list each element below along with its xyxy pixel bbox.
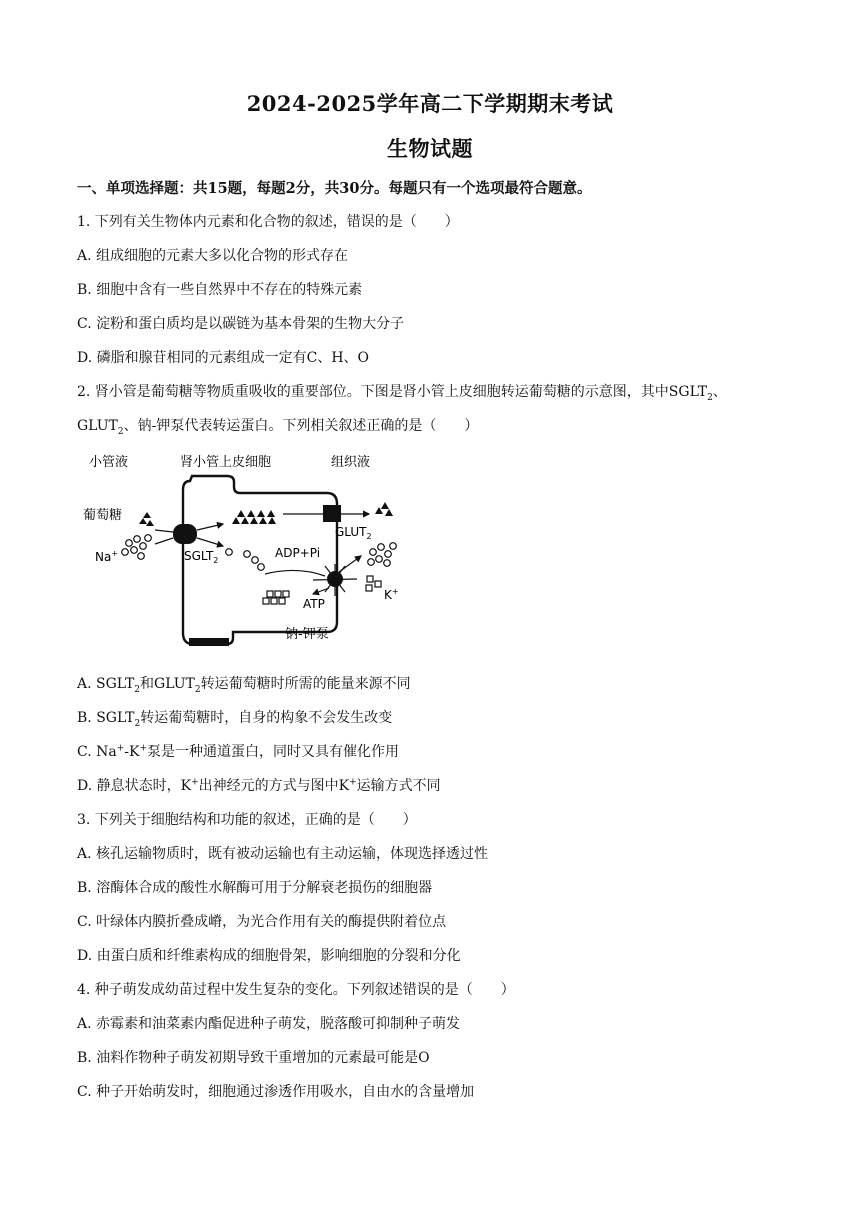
glucose-triangle <box>143 512 151 518</box>
sglt2-transporter <box>173 524 197 544</box>
q2-stem-line2: $GLUT_2$、钠-钾泵代表转运蛋白。下列相关叙述正确的是（ ） <box>77 418 479 437</box>
q2-option-a: A. $SGLT_2$和$GLUT_2$转运葡萄糖时所需的能量来源不同 <box>77 676 411 695</box>
sodium-ion <box>244 551 251 558</box>
glucose-triangle <box>237 510 245 517</box>
kidney-tubule-diagram <box>77 448 417 660</box>
glucose-triangle <box>259 517 267 524</box>
potassium-ion <box>263 598 269 604</box>
label-sodium: Na+ <box>95 549 119 564</box>
glucose-triangle <box>146 520 154 526</box>
q3-option-c: C. 叶绿体内膜折叠成嵴，为光合作用有关的酶提供附着位点 <box>77 914 447 930</box>
label-sglt2: $SGLT_2$ <box>184 549 219 565</box>
q4-option-b: B. 油料作物种子萌发初期导致干重增加的元素最可能是O <box>77 1050 430 1066</box>
sodium-ion <box>138 553 145 560</box>
q4-option-c: C. 种子开始萌发时，细胞通过渗透作用吸水，自由水的含量增加 <box>77 1084 475 1100</box>
section-heading: 一、单项选择题：共15题，每题2分，共30分。每题只有一个选项最符合题意。 <box>77 180 592 197</box>
potassium-ion <box>366 585 372 591</box>
q2-option-d: D. 静息状态时，K+出神经元的方式与图中K+运输方式不同 <box>77 777 441 794</box>
label-adp: ADP+Pi <box>275 546 321 560</box>
sodium-ion <box>385 551 392 558</box>
potassium-ion <box>283 591 289 597</box>
sodium-ion <box>226 549 233 556</box>
potassium-ion <box>267 591 273 597</box>
label-epithelial-cell: 肾小管上皮细胞 <box>180 455 272 470</box>
sodium-ion <box>384 560 391 567</box>
sodium-ion <box>134 536 141 543</box>
q3-option-a: A. 核孔运输物质时，既有被动运输也有主动运输，体现选择透过性 <box>77 846 489 862</box>
q1-option-c: C. 淀粉和蛋白质均是以碳链为基本骨架的生物大分子 <box>77 316 405 332</box>
q1-option-b: B. 细胞中含有一些自然界中不存在的特殊元素 <box>77 282 363 298</box>
q3-stem: 3. 下列关于细胞结构和功能的叙述，正确的是（ ） <box>77 812 417 828</box>
potassium-ion <box>275 591 281 597</box>
q4-stem: 4. 种子萌发成幼苗过程中发生复杂的变化。下列叙述错误的是（ ） <box>77 982 515 998</box>
sodium-ion <box>140 543 147 550</box>
q2-stem-line1: 2. 肾小管是葡萄糖等物质重吸收的重要部位。下图是肾小管上皮细胞转运葡萄糖的示意图，其中$SGLT_2$、 <box>77 384 727 403</box>
q1-option-d: D. 磷脂和腺苷相同的元素组成一定有C、H、O <box>77 350 370 366</box>
glucose-triangle <box>257 510 265 517</box>
exam-subtitle: 生物试题 <box>387 136 473 161</box>
glucose-triangle <box>381 502 389 509</box>
basal-structure <box>189 638 229 646</box>
exam-title: 2024-2025学年高二下学期期末考试 <box>246 91 614 116</box>
potassium-ion <box>279 598 285 604</box>
q1-stem: 1. 下列有关生物体内元素和化合物的叙述，错误的是（ ） <box>77 214 459 230</box>
label-tissue-fluid: 组织液 <box>331 455 371 470</box>
glut2-transporter <box>323 505 341 522</box>
potassium-ion <box>375 581 381 587</box>
label-potassium: K+ <box>384 587 399 602</box>
q1-option-a: A. 组成细胞的元素大多以化合物的形式存在 <box>77 248 349 264</box>
sodium-ion <box>376 556 383 563</box>
label-tubule-fluid: 小管液 <box>89 455 129 470</box>
glucose-triangle <box>267 510 275 517</box>
label-sodium-potassium-pump: 钠-钾泵 <box>285 627 329 642</box>
glucose-triangle <box>232 517 240 524</box>
sodium-ion <box>122 549 129 556</box>
q2-option-b: B. $SGLT_2$转运葡萄糖时，自身的构象不会发生改变 <box>77 710 393 729</box>
glucose-triangle <box>250 517 258 524</box>
glucose-triangle <box>139 518 147 524</box>
sodium-ion <box>252 557 259 564</box>
glucose-triangle <box>241 517 249 524</box>
potassium-ion <box>271 598 277 604</box>
sodium-ion <box>378 544 385 551</box>
sodium-ion <box>368 559 375 566</box>
sodium-ion <box>258 564 265 571</box>
sodium-ion <box>145 535 152 542</box>
glucose-triangle <box>268 517 276 524</box>
sodium-ion <box>126 540 133 547</box>
label-atp: ATP <box>303 597 325 611</box>
q4-option-a: A. 赤霉素和油菜素内酯促进种子萌发，脱落酸可抑制种子萌发 <box>77 1016 461 1032</box>
q2-option-c: C. Na+-K+泵是一种通道蛋白，同时又具有催化作用 <box>77 743 400 760</box>
label-glut2: $GLUT_2$ <box>335 525 372 541</box>
glucose-triangle <box>385 509 393 516</box>
glucose-triangle <box>247 510 255 517</box>
label-glucose: 葡萄糖 <box>83 508 123 523</box>
sodium-ion <box>131 547 138 554</box>
q3-option-b: B. 溶酶体合成的酸性水解酶可用于分解衰老损伤的细胞器 <box>77 880 433 896</box>
q3-option-d: D. 由蛋白质和纤维素构成的细胞骨架，影响细胞的分裂和分化 <box>77 948 461 964</box>
sodium-ion <box>390 543 397 550</box>
potassium-ion <box>367 576 373 582</box>
sodium-ion <box>370 549 377 556</box>
